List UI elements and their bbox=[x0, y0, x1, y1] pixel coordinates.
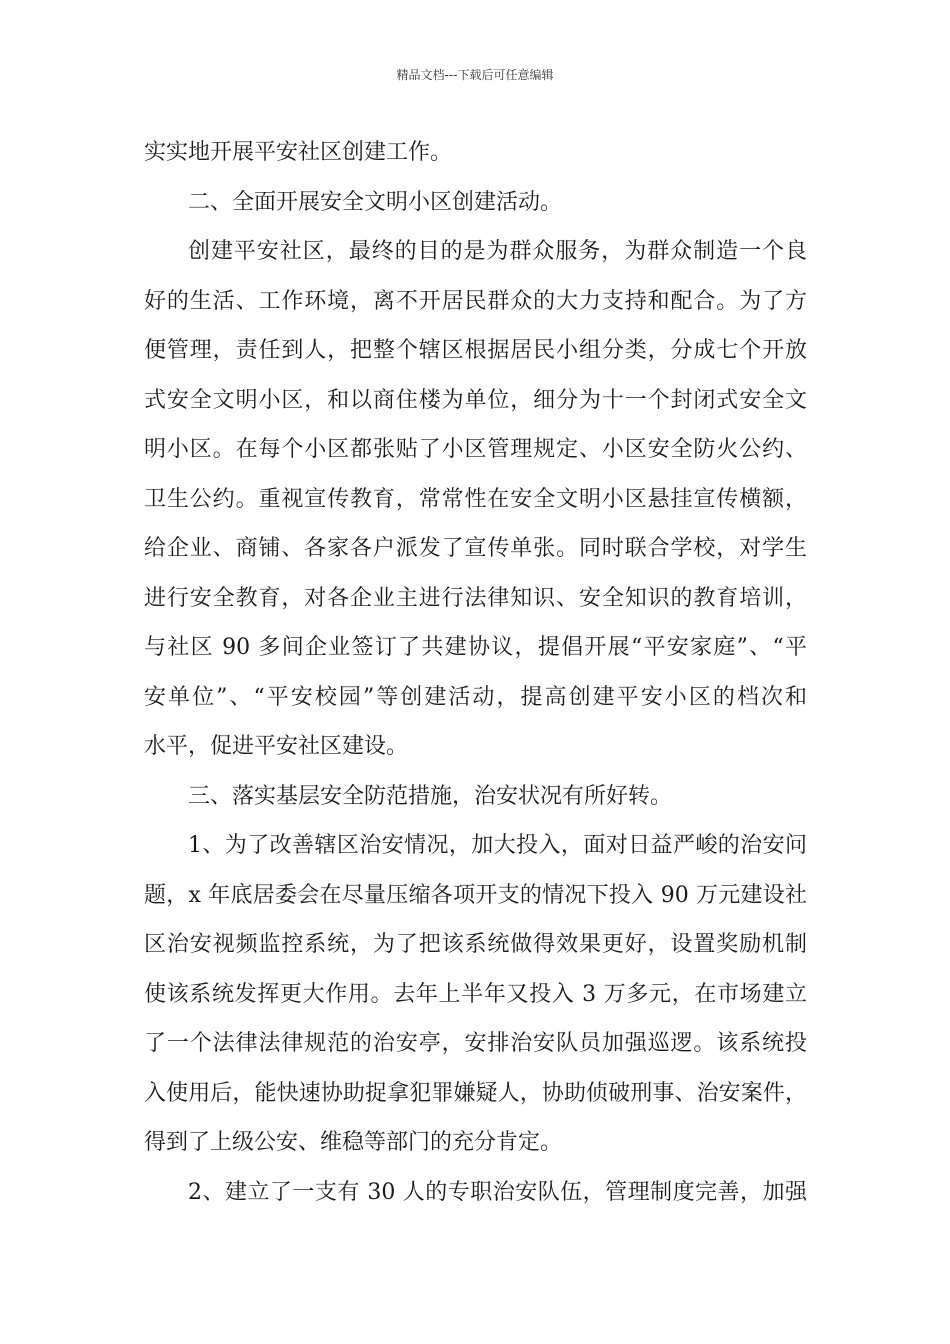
text-line: 二、全面开展安全文明小区创建活动。 bbox=[188, 189, 563, 215]
text-line: 三、落实基层安全防范措施，治安状况有所好转。 bbox=[188, 783, 673, 809]
text-line: 与社区 90 多间企业签订了共建协议，提倡开展“平安家庭”、“平 bbox=[144, 635, 807, 660]
text-line: 使该系统发挥更大作用。去年上半年又投入 3 万多元，在市场建立 bbox=[144, 981, 807, 1007]
page-header: 精品文档---下载后可任意编辑 bbox=[396, 68, 554, 82]
text-line: 入使用后，能快速协助捉拿犯罪嫌疑人，协助侦破刑事、治安案件， bbox=[144, 1080, 807, 1106]
text-line: 卫生公约。重视宣传教育，常常性在安全文明小区悬挂宣传横额， bbox=[144, 486, 807, 512]
text-line: 便管理，责任到人，把整个辖区根据居民小组分类，分成七个开放 bbox=[144, 338, 807, 363]
text-line: 了一个法律法律规范的治安亭，安排治安队员加强巡逻。该系统投 bbox=[144, 1031, 807, 1056]
text-line: 得到了上级公安、维稳等部门的充分肯定。 bbox=[144, 1130, 563, 1155]
text-line: 进行安全教育，对各企业主进行法律知识、安全知识的教育培训， bbox=[144, 585, 807, 611]
body-text bbox=[144, 128, 807, 1217]
text-line: 区治安视频监控系统，为了把该系统做得效果更好，设置奖励机制 bbox=[144, 932, 807, 957]
text-line: 题，x 年底居委会在尽量压缩各项开支的情况下投入 90 万元建设社 bbox=[144, 882, 807, 908]
text-line: 好的生活、工作环境，离不开居民群众的大力支持和配合。为了方 bbox=[144, 288, 807, 314]
text-line: 2、建立了一支有 30 人的专职治安队伍，管理制度完善，加强 bbox=[188, 1179, 807, 1205]
text-line: 1、为了改善辖区治安情况，加大投入，面对日益严峻的治安问 bbox=[188, 833, 807, 858]
text-line: 安单位”、“平安校园”等创建活动，提高创建平安小区的档次和 bbox=[144, 684, 807, 710]
text-line: 明小区。在每个小区都张贴了小区管理规定、小区安全防火公约、 bbox=[144, 437, 807, 462]
text-line: 创建平安社区，最终的目的是为群众服务，为群众制造一个良 bbox=[188, 239, 807, 264]
text-line: 水平，促进平安社区建设。 bbox=[144, 734, 409, 759]
text-line: 式安全文明小区，和以商住楼为单位，细分为十一个封闭式安全文 bbox=[144, 387, 807, 413]
text-line: 给企业、商铺、各家各户派发了宣传单张。同时联合学校，对学生 bbox=[144, 536, 807, 561]
text-line: 实实地开展平安社区创建工作。 bbox=[144, 140, 453, 165]
